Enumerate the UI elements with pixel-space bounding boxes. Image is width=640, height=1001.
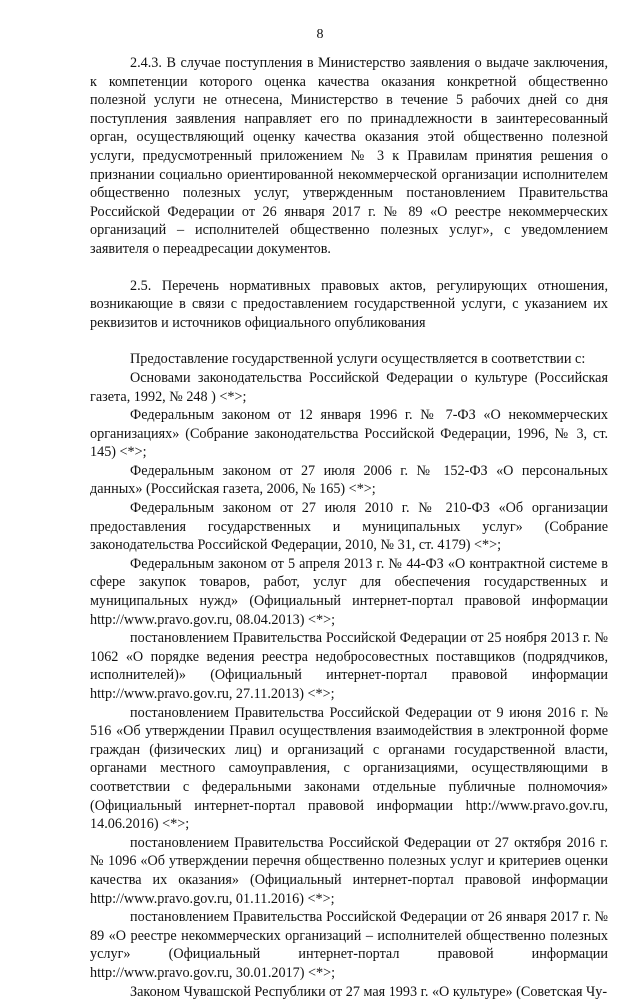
section-2-5-heading: 2.5. Перечень нормативных правовых актов, регулирующих отношения, возникающие в связи с предоставлением государственной услуги, с указанием их реквизитов и источников официального опубликования <box>90 277 608 333</box>
paragraph-2-4-3: 2.4.3. В случае поступления в Министерство заявления о выдаче заключения, к компетенции которого оценка качества оказания конкретной общественно полезной услуги не отнесена, Министерство в течение 5 рабочих дней со дня поступления заявления направляет его по принадлежности в заинтересованный орган, осуществляющий оценку качества оказания этой общественно полезной услуги, предусмотренный приложением № 3 к Правилам принятия решения о признании социально ориентированной некоммерческой организации исполнителем общественно полезных услуг, утвержденным постановлением Правительства Российской Федерации от 26 января 2017 г. № 89 «О реестре некоммерческих организаций – исполнителей общественно полезных услуг», с уведомлением заявителя о переадресации документов. <box>90 54 608 259</box>
document-body <box>90 54 608 1001</box>
legal-act-item: Федеральным законом от 27 июля 2006 г. № 152-ФЗ «О персональных данных» (Российская газета, 2006, № 165) <*>; <box>90 462 608 499</box>
legal-acts-list <box>90 369 608 1001</box>
legal-act-item: Федеральным законом от 12 января 1996 г. № 7-ФЗ «О некоммерческих организациях» (Собрание законодательства Российской Федерации, 1996, № 3, ст. 145) <*>; <box>90 406 608 462</box>
legal-act-item: постановлением Правительства Российской Федерации от 25 ноября 2013 г. № 1062 «О порядке ведения реестра недобросовестных поставщиков (подрядчиков, исполнителей)» (Официальный интернет-портал правовой информации http://www.pravo.gov.ru, 27.11.2013) <*>; <box>90 629 608 703</box>
legal-act-item: Основами законодательства Российской Федерации о культуре (Российская газета, 1992, № 248 ) <*>; <box>90 369 608 406</box>
legal-act-item: Законом Чувашской Республики от 27 мая 1993 г. «О культуре» (Советская Чу- <box>90 983 608 1001</box>
legal-act-item: Федеральным законом от 27 июля 2010 г. № 210-ФЗ «Об организации предоставления государственных и муниципальных услуг» (Собрание законодательства Российской Федерации, 2010, № 31, ст. 4179) <*>; <box>90 499 608 555</box>
legal-act-item: Федеральным законом от 5 апреля 2013 г. № 44-ФЗ «О контрактной системе в сфере закупок товаров, работ, услуг для обеспечения государственных и муниципальных нужд» (Официальный интернет-портал правовой информации http://www.pravo.gov.ru, 08.04.2013) <*>; <box>90 555 608 629</box>
legal-act-item: постановлением Правительства Российской Федерации от 26 января 2017 г. № 89 «О реестре некоммерческих организаций – исполнителей общественно полезных услуг» (Официальный интернет-портал правовой информации http://www.pravo.gov.ru, 30.01.2017) <*>; <box>90 908 608 982</box>
section-2-5-intro: Предоставление государственной услуги осуществляется в соответствии с: <box>90 350 608 369</box>
legal-act-item: постановлением Правительства Российской Федерации от 9 июня 2016 г. № 516 «Об утверждении Правил осуществления взаимодействия в электронной форме граждан (физических лиц) и организаций с органами государственной власти, органами местного самоуправления, с организациями, осуществляющими в соответствии с федеральными законами отдельные публичные полномочия» (Официальный интернет-портал правовой информации http://www.pravo.gov.ru, 14.06.2016) <*>; <box>90 704 608 834</box>
page-number: 8 <box>0 27 640 43</box>
legal-act-item: постановлением Правительства Российской Федерации от 27 октября 2016 г. № 1096 «Об утверждении перечня общественно полезных услуг и критериев оценки качества их оказания» (Официальный интернет-портал правовой информации http://www.pravo.gov.ru, 01.11.2016) <*>; <box>90 834 608 908</box>
